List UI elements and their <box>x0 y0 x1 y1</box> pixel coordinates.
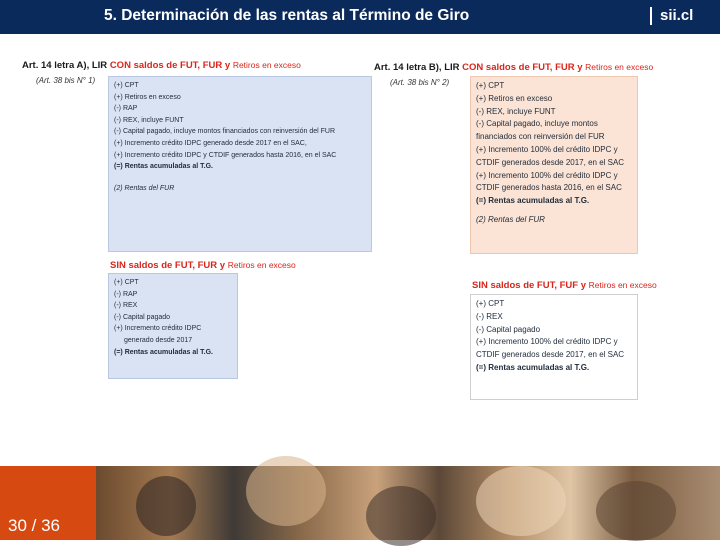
left-sin-heading-text: SIN saldos de FUT, FUR y <box>110 260 226 271</box>
left-sin-line: (-) Capital pagado <box>114 313 171 321</box>
left-sin-total: (=) Rentas acumuladas al T.G. <box>114 348 214 356</box>
left-heading-sub: Retiros en exceso <box>232 60 301 70</box>
photo-blob <box>476 466 566 536</box>
left-sin-line: (-) RAP <box>114 290 138 298</box>
left-heading <box>22 60 301 71</box>
left-con-line: (+) CPT <box>114 82 139 89</box>
left-heading-prefix: Art. 14 letra A), LIR <box>22 60 108 71</box>
right-con-line: (+) Incremento 100% del crédito IDPC y CTDIF generados hasta 2016, en el SAC <box>476 170 622 193</box>
left-heading-con: CON saldos de FUT, FUR y <box>109 60 231 71</box>
right-heading-prefix: Art. 14 letra B), LIR <box>374 62 460 73</box>
left-sin-heading <box>110 260 296 271</box>
right-con-total: (=) Rentas acumuladas al T.G. <box>476 196 590 206</box>
photo-blob <box>136 476 196 536</box>
right-heading <box>374 62 653 73</box>
left-con-line: (+) Retiros en exceso <box>114 93 181 101</box>
left-con-total: (=) Rentas acumuladas al T.G. <box>114 163 214 171</box>
right-heading-con: CON saldos de FUT, FUR y <box>462 62 583 73</box>
photo-blob <box>246 456 326 526</box>
right-sin-line: (-) Capital pagado <box>476 324 541 334</box>
header-bar <box>0 0 720 34</box>
brand-logo-text[interactable]: sii.cl <box>660 7 694 24</box>
left-note: (Art. 38 bis N° 1) <box>36 76 96 85</box>
right-con-line: (-) REX, incluye FUNT <box>476 106 556 116</box>
right-sin-heading-sub: Retiros en exceso <box>588 280 657 290</box>
photo-blob <box>366 486 436 546</box>
right-sin-total: (=) Rentas acumuladas al T.G. <box>476 362 590 372</box>
left-sin-line: (-) REX <box>114 302 138 310</box>
right-con-box <box>470 76 638 254</box>
right-con-line: (+) CPT <box>476 81 505 90</box>
header-divider <box>650 7 652 25</box>
right-con-line: (-) Capital pagado, incluye montos financiados con reinversión del FUR <box>476 119 605 142</box>
right-sin-line: (+) CPT <box>476 299 505 308</box>
left-sin-heading-sub: Retiros en exceso <box>227 260 296 270</box>
slide-title: 5. Determinación de las rentas al Término de Giro <box>104 7 470 24</box>
right-sin-heading <box>472 280 657 291</box>
right-con-foot: (2) Rentas del FUR <box>476 214 545 224</box>
crowd-photo <box>96 466 720 540</box>
photo-blob <box>596 481 676 541</box>
left-con-box <box>108 76 372 252</box>
right-sin-box <box>470 294 638 400</box>
left-con-foot: (2) Rentas del FUR <box>114 184 175 192</box>
page-number: 30 / 36 <box>8 516 60 535</box>
right-sin-line: (+) Incremento 100% del crédito IDPC y CTDIF generados desde 2017, en el SAC <box>476 337 625 360</box>
right-heading-sub: Retiros en exceso <box>585 62 654 72</box>
right-con-line: (+) Incremento 100% del crédito IDPC y CTDIF generados desde 2017, en el SAC <box>476 144 625 167</box>
right-note: (Art. 38 bis N° 2) <box>390 78 450 87</box>
right-con-line: (+) Retiros en exceso <box>476 93 553 103</box>
left-sin-line: (+) CPT <box>114 279 139 286</box>
left-sin-box <box>108 273 238 379</box>
left-sin-line: generado desde 2017 <box>124 336 193 344</box>
left-con-line: (-) RAP <box>114 105 138 113</box>
right-sin-heading-text: SIN saldos de FUT, FUF y <box>472 280 587 291</box>
right-sin-line: (-) REX <box>476 311 503 321</box>
left-con-line: (+) Incremento crédito IDPC y CTDIF generados hasta 2016, en el SAC <box>114 151 337 159</box>
page-number-panel <box>0 466 96 540</box>
left-sin-line: (+) Incremento crédito IDPC <box>114 325 202 333</box>
left-con-line: (-) Capital pagado, incluye montos financiados con reinversión del FUR <box>114 128 335 136</box>
left-con-line: (-) REX, incluye FUNT <box>114 116 184 124</box>
left-con-line: (+) Incremento crédito IDPC generado desde 2017 en el SAC, <box>114 139 307 147</box>
